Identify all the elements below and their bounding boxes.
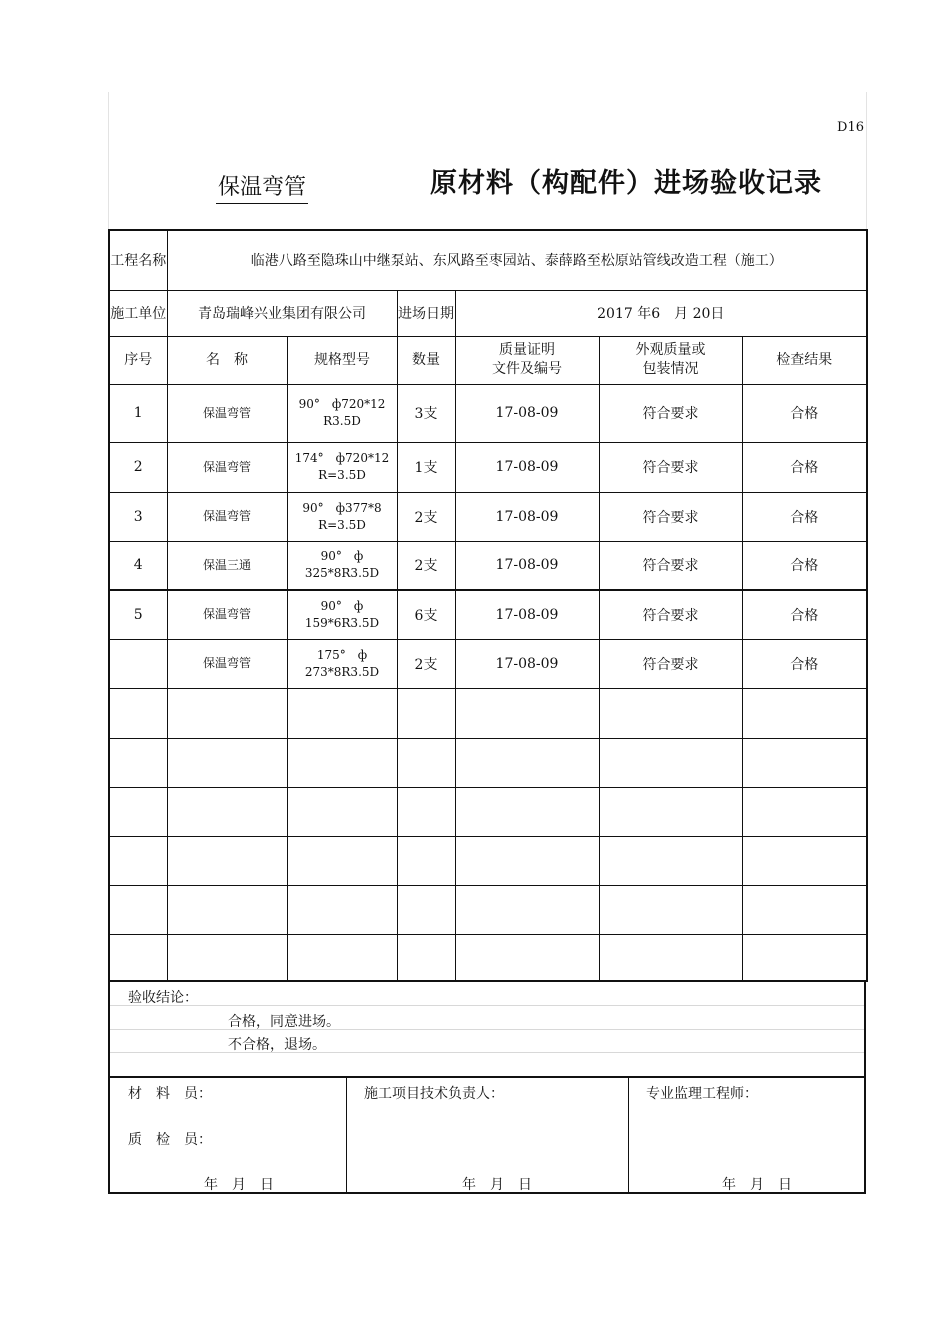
cell-result: [742, 836, 867, 885]
cell-cert: [455, 934, 599, 981]
divider: [628, 1078, 629, 1192]
cell-name: 保温弯管: [167, 442, 287, 492]
cell-no: [109, 738, 167, 787]
blank-row: [109, 836, 867, 885]
entry-date-value: 2017 年6 月 20日: [455, 290, 867, 336]
cell-cert: 17-08-09: [455, 541, 599, 590]
cell-spec: 90° ф377*8 R=3.5D: [287, 492, 397, 541]
cell-result: 合格: [742, 442, 867, 492]
table-row: [109, 492, 867, 541]
supervisor-label: 专业监理工程师：: [646, 1086, 758, 1102]
cell-no: 3: [109, 492, 167, 541]
cell-name: 保温弯管: [167, 492, 287, 541]
sign-date: 年 月 日: [722, 1177, 792, 1193]
divider: [110, 1052, 864, 1053]
col-header: 外观质量或 包装情况: [599, 336, 742, 384]
cell-appearance: [599, 787, 742, 836]
cell-cert: [455, 688, 599, 738]
cell-qty: [397, 885, 455, 934]
cell-spec: 90° ф720*12 R3.5D: [287, 384, 397, 442]
subject-title: 保温弯管: [216, 170, 308, 204]
cell-qty: 3支: [397, 384, 455, 442]
table-row: [109, 384, 867, 442]
cell-cert: 17-08-09: [455, 639, 599, 688]
cell-appearance: 符合要求: [599, 492, 742, 541]
cell-result: [742, 787, 867, 836]
cell-cert: 17-08-09: [455, 590, 599, 639]
cell-name: [167, 836, 287, 885]
cell-result: [742, 688, 867, 738]
cell-name: 保温弯管: [167, 590, 287, 639]
inspector-label: 质 检 员：: [128, 1132, 212, 1148]
record-table: [108, 229, 868, 982]
cell-appearance: 符合要求: [599, 442, 742, 492]
cell-spec: [287, 738, 397, 787]
cell-spec: [287, 885, 397, 934]
cell-appearance: [599, 738, 742, 787]
table-row: [109, 442, 867, 492]
divider: [346, 1078, 347, 1192]
cell-appearance: [599, 688, 742, 738]
divider: [110, 1029, 864, 1030]
page-title: 原材料（构配件）进场验收记录: [430, 168, 822, 199]
cell-qty: 6支: [397, 590, 455, 639]
conclusion-label: 验收结论：: [128, 990, 198, 1006]
cell-name: [167, 738, 287, 787]
conclusion-area: [108, 982, 866, 1076]
contractor-label: 施工单位: [109, 290, 167, 336]
col-header: 检查结果: [742, 336, 867, 384]
cell-spec: 175° ф 273*8R3.5D: [287, 639, 397, 688]
cell-result: 合格: [742, 590, 867, 639]
cell-name: 保温三通: [167, 541, 287, 590]
cell-no: [109, 787, 167, 836]
cell-spec: [287, 836, 397, 885]
cell-appearance: 符合要求: [599, 541, 742, 590]
col-header: 序号: [109, 336, 167, 384]
sign-date: 年 月 日: [462, 1177, 532, 1193]
tech-lead-label: 施工项目技术负责人：: [364, 1086, 504, 1102]
table-row: [109, 639, 867, 688]
conclusion-option-pass: 合格，同意进场。: [228, 1014, 340, 1030]
cell-qty: 2支: [397, 639, 455, 688]
blank-row: [109, 885, 867, 934]
cell-spec: [287, 688, 397, 738]
contractor-value: 青岛瑞峰兴业集团有限公司: [167, 290, 397, 336]
table-row: [109, 541, 867, 590]
cell-qty: 2支: [397, 541, 455, 590]
cell-cert: [455, 885, 599, 934]
cell-spec: 90° ф 325*8R3.5D: [287, 541, 397, 590]
cell-name: 保温弯管: [167, 639, 287, 688]
divider: [110, 1005, 864, 1006]
cell-cert: [455, 738, 599, 787]
cell-qty: [397, 787, 455, 836]
material-clerk-label: 材 料 员：: [128, 1086, 212, 1102]
column-header-row: [109, 336, 867, 384]
cell-no: 2: [109, 442, 167, 492]
table-row: [109, 590, 867, 639]
cell-no: [109, 885, 167, 934]
cell-result: 合格: [742, 639, 867, 688]
cell-spec: 174° ф720*12 R=3.5D: [287, 442, 397, 492]
cell-appearance: [599, 836, 742, 885]
col-header: 名 称: [167, 336, 287, 384]
cell-qty: 1支: [397, 442, 455, 492]
cell-result: [742, 738, 867, 787]
cell-spec: [287, 787, 397, 836]
cell-qty: [397, 934, 455, 981]
cell-name: [167, 688, 287, 738]
cell-no: [109, 688, 167, 738]
cell-no: 4: [109, 541, 167, 590]
cell-appearance: [599, 934, 742, 981]
doc-number: D16: [837, 120, 864, 135]
signature-area: [108, 1076, 866, 1194]
cell-name: [167, 934, 287, 981]
cell-cert: 17-08-09: [455, 384, 599, 442]
project-label: 工程名称: [109, 230, 167, 290]
entry-date-label: 进场日期: [397, 290, 455, 336]
cell-appearance: 符合要求: [599, 639, 742, 688]
cell-name: [167, 885, 287, 934]
blank-row: [109, 688, 867, 738]
blank-row: [109, 787, 867, 836]
cell-no: [109, 639, 167, 688]
blank-row: [109, 934, 867, 981]
cell-result: [742, 885, 867, 934]
cell-no: [109, 836, 167, 885]
cell-qty: [397, 738, 455, 787]
conclusion-option-fail: 不合格，退场。: [228, 1037, 326, 1053]
cell-cert: [455, 836, 599, 885]
blank-row: [109, 738, 867, 787]
cell-no: 1: [109, 384, 167, 442]
cell-appearance: 符合要求: [599, 590, 742, 639]
col-header: 质量证明 文件及编号: [455, 336, 599, 384]
cell-appearance: 符合要求: [599, 384, 742, 442]
cell-spec: [287, 934, 397, 981]
cell-qty: [397, 836, 455, 885]
cell-no: [109, 934, 167, 981]
cell-result: 合格: [742, 384, 867, 442]
sign-date: 年 月 日: [204, 1177, 274, 1193]
cell-cert: 17-08-09: [455, 492, 599, 541]
cell-result: 合格: [742, 541, 867, 590]
cell-cert: [455, 787, 599, 836]
cell-spec: 90° ф 159*6R3.5D: [287, 590, 397, 639]
col-header: 规格型号: [287, 336, 397, 384]
cell-qty: 2支: [397, 492, 455, 541]
col-header: 数量: [397, 336, 455, 384]
cell-qty: [397, 688, 455, 738]
cell-appearance: [599, 885, 742, 934]
project-value: 临港八路至隐珠山中继泵站、东风路至枣园站、泰薛路至松原站管线改造工程（施工）: [167, 230, 867, 290]
cell-result: [742, 934, 867, 981]
cell-name: [167, 787, 287, 836]
cell-result: 合格: [742, 492, 867, 541]
cell-no: 5: [109, 590, 167, 639]
cell-name: 保温弯管: [167, 384, 287, 442]
cell-cert: 17-08-09: [455, 442, 599, 492]
